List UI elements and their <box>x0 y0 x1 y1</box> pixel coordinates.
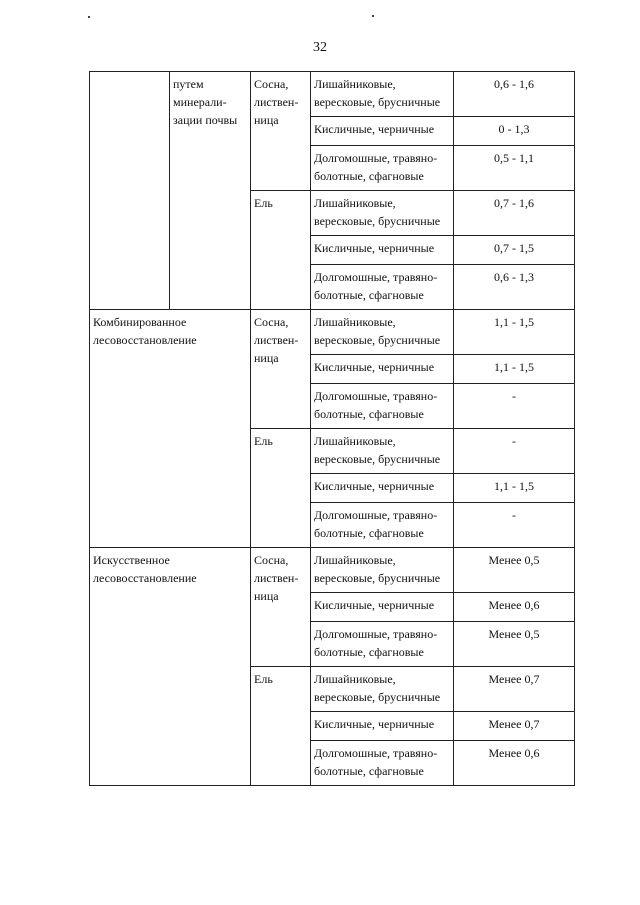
forest-type-text: Долгомошные, травяно- <box>314 389 438 403</box>
method-sub-cell <box>170 72 251 310</box>
method-text: лесовосстановление <box>93 571 197 585</box>
forest-type-cell <box>311 355 454 384</box>
species-text: Сосна, <box>254 553 289 567</box>
table-row <box>90 72 575 117</box>
value-cell: Менее 0,6 <box>454 593 575 622</box>
forest-type-text: Кисличные, черничные <box>314 241 435 255</box>
forest-type-text: Долгомошные, травяно- <box>314 508 438 522</box>
forest-type-cell <box>311 429 454 474</box>
value-cell: 0,7 - 1,5 <box>454 236 575 265</box>
forest-type-cell <box>311 622 454 667</box>
forest-type-text: болотные, сфагновые <box>314 169 424 183</box>
table-row <box>90 548 575 593</box>
species-text: ница <box>254 589 279 603</box>
species-text: ница <box>254 351 279 365</box>
species-cell <box>251 667 311 786</box>
forest-type-text: Лишайниковые, <box>314 553 396 567</box>
species-text: листвен- <box>254 95 299 109</box>
species-cell <box>251 429 311 548</box>
forest-type-text: вересковые, брусничные <box>314 214 441 228</box>
species-text: Сосна, <box>254 315 289 329</box>
species-cell <box>251 548 311 667</box>
species-text: листвен- <box>254 333 299 347</box>
value-cell: 1,1 - 1,5 <box>454 474 575 503</box>
method-sub-text: минерали- <box>173 95 227 109</box>
page-number: 32 <box>313 40 327 55</box>
forest-type-text: болотные, сфагновые <box>314 526 424 540</box>
method-sub-text: путем <box>173 77 204 91</box>
species-text: Ель <box>254 672 273 686</box>
species-cell <box>251 72 311 191</box>
forest-type-text: Долгомошные, травяно- <box>314 627 438 641</box>
value-cell: - <box>454 384 575 429</box>
table-row <box>90 310 575 355</box>
forest-type-text: вересковые, брусничные <box>314 452 441 466</box>
forest-type-cell <box>311 503 454 548</box>
method-text: лесовосстановление <box>93 333 197 347</box>
scan-speck <box>88 16 90 18</box>
scan-speck <box>372 15 374 17</box>
forest-type-text: вересковые, брусничные <box>314 571 441 585</box>
species-cell <box>251 310 311 429</box>
forest-type-cell <box>311 310 454 355</box>
method-cell-empty <box>90 72 170 310</box>
forest-type-cell <box>311 146 454 191</box>
forest-type-text: вересковые, брусничные <box>314 95 441 109</box>
forest-type-cell <box>311 667 454 712</box>
forest-type-text: Кисличные, черничные <box>314 122 435 136</box>
value-cell: Менее 0,5 <box>454 622 575 667</box>
forest-type-text: Долгомошные, травяно- <box>314 270 438 284</box>
value-cell: Менее 0,7 <box>454 712 575 741</box>
forest-type-cell <box>311 191 454 236</box>
forest-type-text: болотные, сфагновые <box>314 288 424 302</box>
forest-type-cell <box>311 117 454 146</box>
value-cell: - <box>454 503 575 548</box>
forest-type-text: Кисличные, черничные <box>314 479 435 493</box>
forest-type-text: Кисличные, черничные <box>314 360 435 374</box>
forest-type-text: вересковые, брусничные <box>314 690 441 704</box>
forest-type-text: болотные, сфагновые <box>314 764 424 778</box>
value-cell: 0,7 - 1,6 <box>454 191 575 236</box>
forest-type-text: болотные, сфагновые <box>314 407 424 421</box>
value-cell: 0,6 - 1,3 <box>454 265 575 310</box>
species-text: листвен- <box>254 571 299 585</box>
value-cell: Менее 0,5 <box>454 548 575 593</box>
value-cell: - <box>454 429 575 474</box>
forest-type-cell <box>311 384 454 429</box>
forest-type-text: Лишайниковые, <box>314 434 396 448</box>
species-text: Сосна, <box>254 77 289 91</box>
forest-type-text: Долгомошные, травяно- <box>314 746 438 760</box>
value-cell: 0 - 1,3 <box>454 117 575 146</box>
forest-type-text: вересковые, брусничные <box>314 333 441 347</box>
forest-regeneration-table <box>89 71 575 786</box>
species-cell <box>251 191 311 310</box>
forest-type-text: Лишайниковые, <box>314 315 396 329</box>
forest-type-text: Лишайниковые, <box>314 77 396 91</box>
forest-type-cell <box>311 593 454 622</box>
forest-type-text: Лишайниковые, <box>314 672 396 686</box>
forest-type-cell <box>311 712 454 741</box>
forest-type-cell <box>311 265 454 310</box>
value-cell: 0,6 - 1,6 <box>454 72 575 117</box>
value-cell: 1,1 - 1,5 <box>454 355 575 384</box>
value-cell: Менее 0,7 <box>454 667 575 712</box>
forest-type-cell <box>311 474 454 503</box>
forest-type-cell <box>311 548 454 593</box>
forest-type-text: Лишайниковые, <box>314 196 396 210</box>
forest-type-text: Кисличные, черничные <box>314 598 435 612</box>
species-text: Ель <box>254 196 273 210</box>
forest-type-text: Кисличные, черничные <box>314 717 435 731</box>
value-cell: 1,1 - 1,5 <box>454 310 575 355</box>
forest-type-cell <box>311 741 454 786</box>
method-text: Искусственное <box>93 553 170 567</box>
method-cell <box>90 310 251 548</box>
forest-type-text: болотные, сфагновые <box>314 645 424 659</box>
value-cell: Менее 0,6 <box>454 741 575 786</box>
forest-type-text: Долгомошные, травяно- <box>314 151 438 165</box>
species-text: Ель <box>254 434 273 448</box>
value-cell: 0,5 - 1,1 <box>454 146 575 191</box>
method-sub-text: зации почвы <box>173 113 238 127</box>
method-cell <box>90 548 251 786</box>
forest-type-cell <box>311 236 454 265</box>
forest-type-cell <box>311 72 454 117</box>
method-text: Комбинированное <box>93 315 187 329</box>
species-text: ница <box>254 113 279 127</box>
